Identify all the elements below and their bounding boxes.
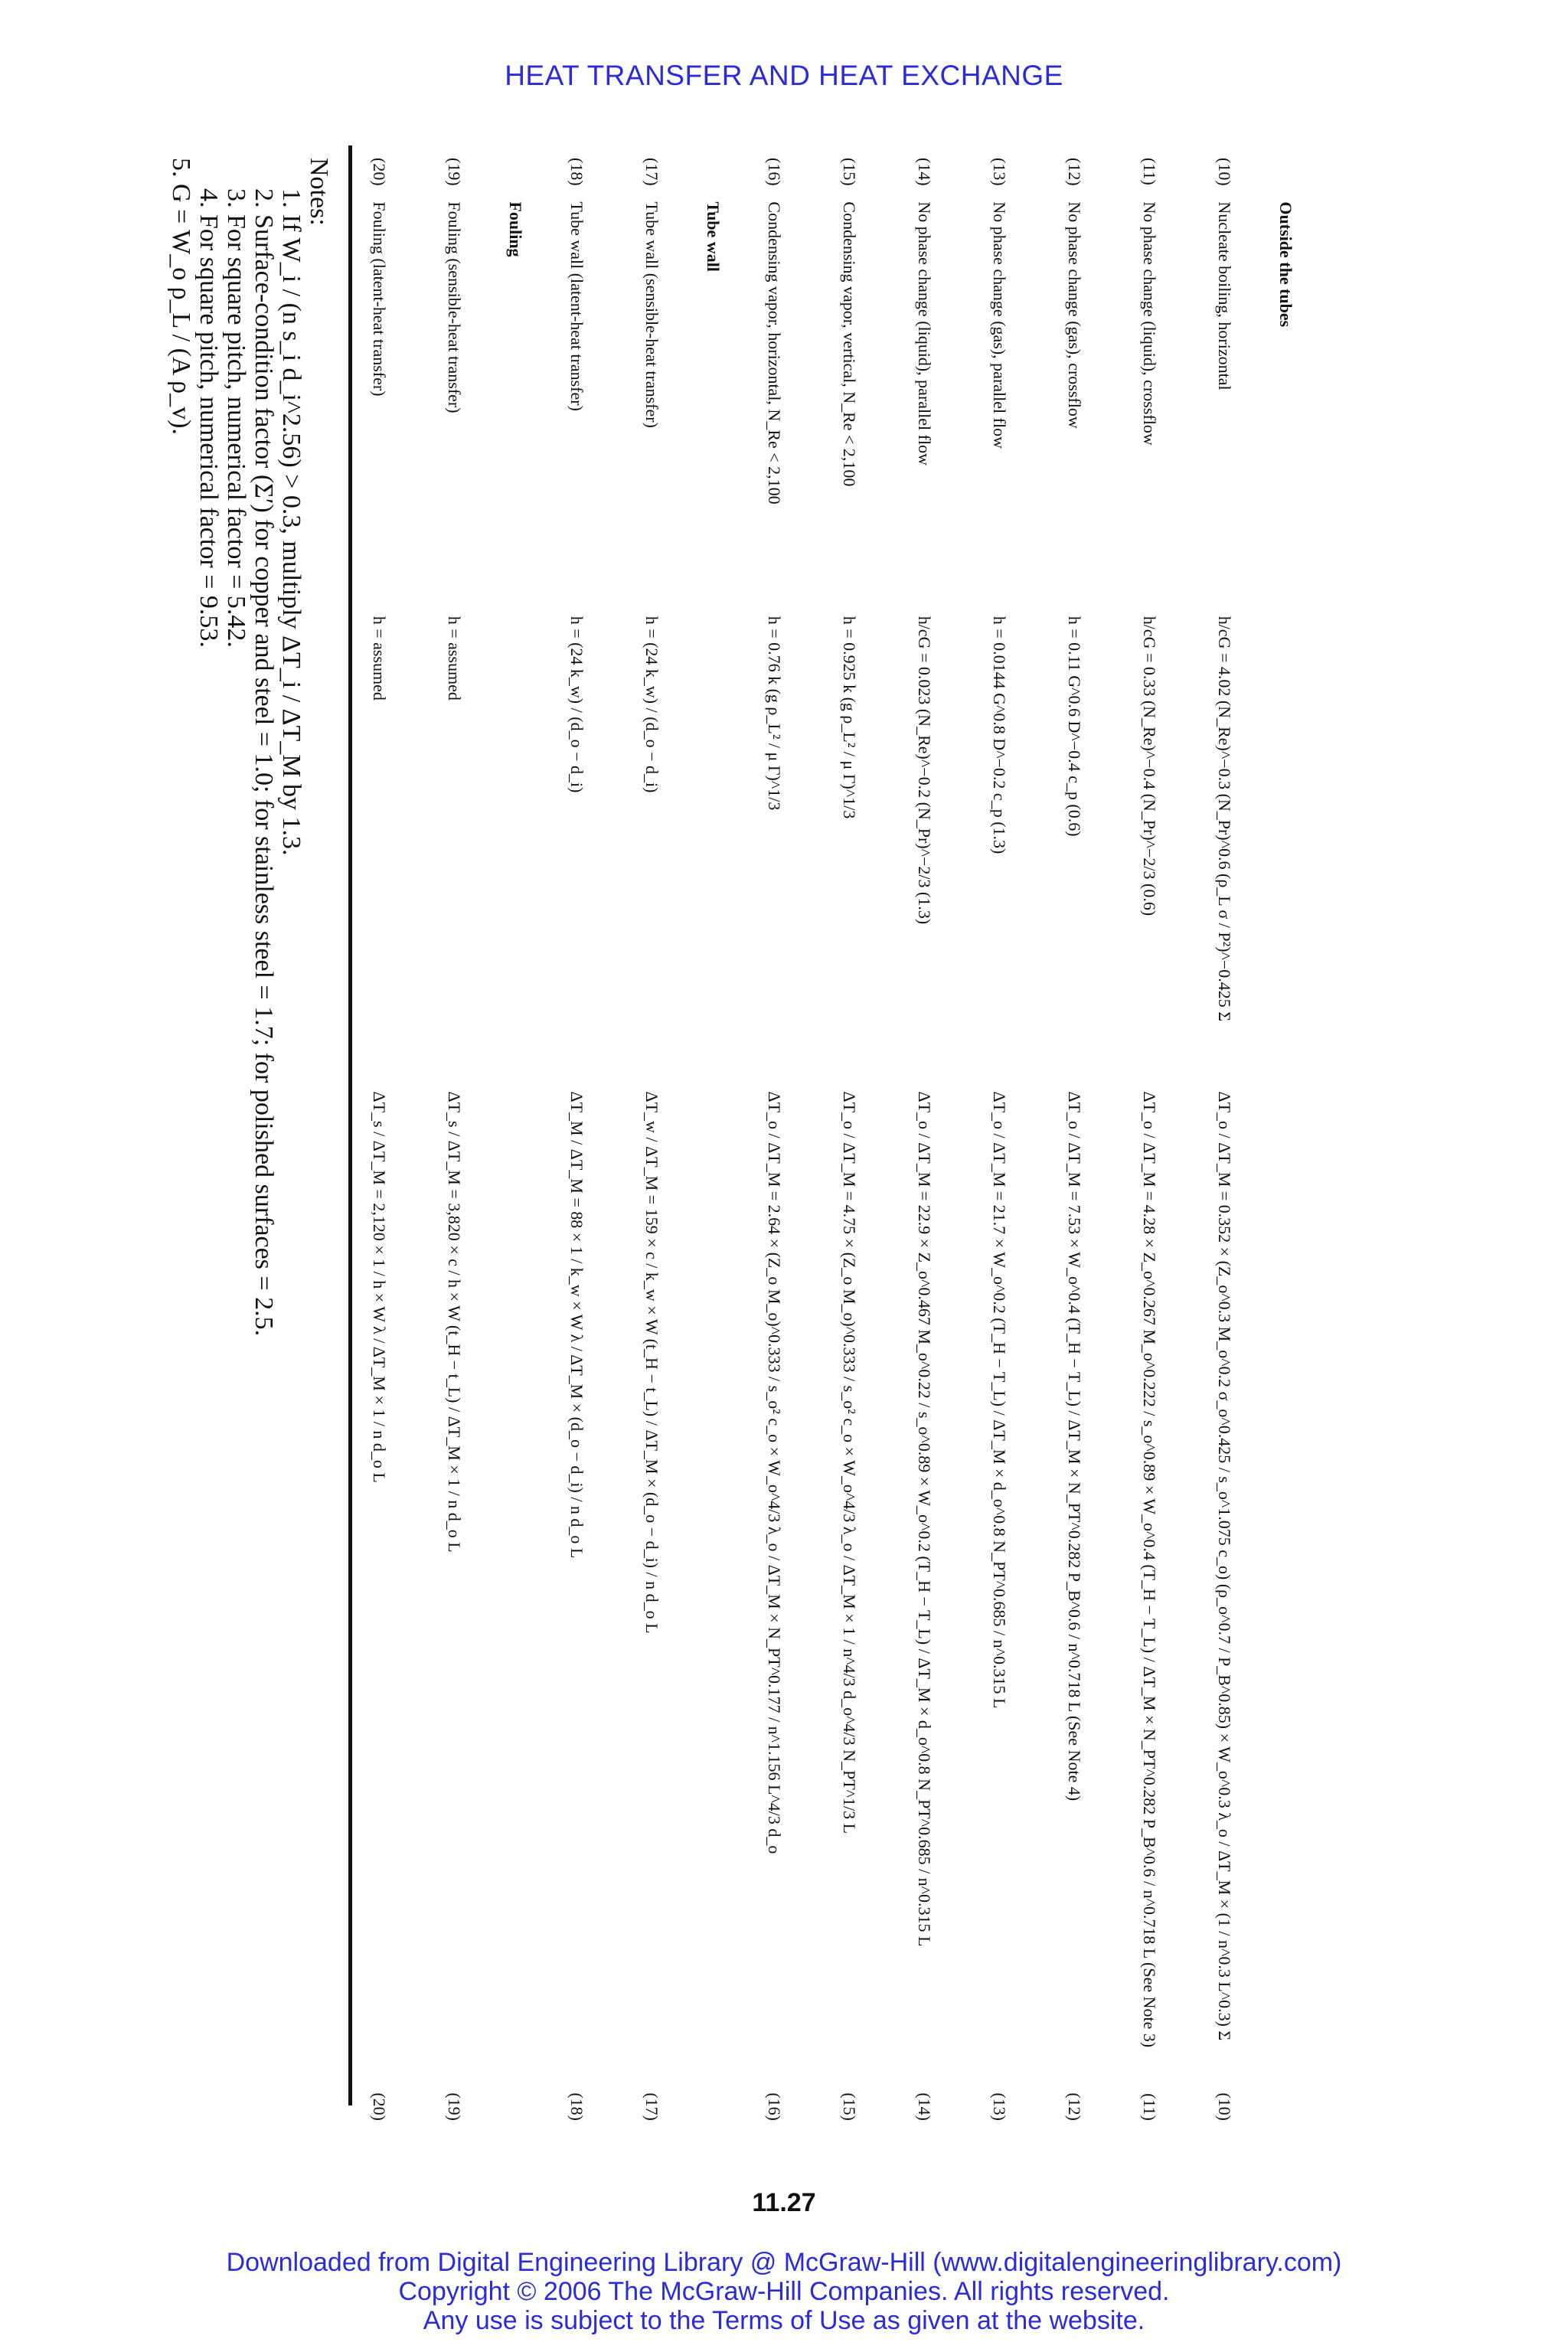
row-equation: ΔT_o / ΔT_M = 21.7 × W_o^0.2 (T_H − T_L) / ΔT_M × d_o^0.8 N_PT^0.685 / n^0.315 L (990, 1091, 1009, 1709)
section-row-wall (689, 145, 737, 2136)
row-correlation: h = 0.76 k (g ρ_L² / μ Γ)^1/3 (765, 616, 784, 811)
row-description: Fouling (latent-heat transfer) (370, 201, 389, 397)
row-description: No phase change (gas), crossflow (1065, 201, 1084, 429)
note-item: 5. G = W_o ρ_L / (A ρ_v). (167, 158, 195, 435)
row-correlation: h = (24 k_w) / (d_o − d_i) (642, 616, 662, 793)
rotated-table-block (167, 145, 1309, 2136)
footer-line-copyright: Copyright © 2006 The McGraw-Hill Companies. All rights reserved. (398, 2277, 1170, 2306)
section-title-fouling: Fouling (506, 201, 525, 257)
row-description: No phase change (liquid), parallel flow (915, 201, 934, 466)
row-equation-number: (15) (840, 2092, 859, 2121)
section-title-wall: Tube wall (704, 201, 723, 272)
row-number: (11) (1140, 158, 1159, 185)
row-description: Condensing vapor, vertical, N_Re < 2,100 (840, 201, 859, 487)
row-equation-number: (13) (990, 2092, 1009, 2121)
row-equation: ΔT_o / ΔT_M = 4.28 × Z_o^0.267 M_o^0.222 / s_o^0.89 × W_o^0.4 (T_H − T_L) / ΔT_M × N_PT^0.282 P_B^0.6 / n^0.718 L (See Note 3) (1140, 1091, 1159, 2048)
row-equation-number: (12) (1065, 2092, 1084, 2121)
row-description: Tube wall (sensible-heat transfer) (642, 201, 662, 428)
row-correlation: h = (24 k_w) / (d_o − d_i) (567, 616, 586, 793)
table-row (812, 145, 887, 2136)
row-number: (19) (445, 158, 464, 186)
equations-table (341, 145, 1309, 2136)
note-item: 4. For square pitch, numerical factor = 9.53. (194, 188, 223, 648)
row-number: (14) (915, 158, 934, 186)
page-number: 11.27 (752, 2188, 816, 2217)
row-correlation: h = 0.925 k (g ρ_L² / μ Γ)^1/3 (840, 616, 859, 819)
section-row-fouling (492, 145, 539, 2136)
row-equation-number: (18) (567, 2092, 586, 2121)
row-equation-number: (17) (642, 2092, 662, 2121)
table-row (416, 145, 492, 2136)
row-number: (17) (642, 158, 662, 186)
footer-line-terms: Any use is subject to the Terms of Use as given at the website. (423, 2306, 1145, 2335)
table-row (1187, 145, 1262, 2136)
row-correlation: h = 0.11 G^0.6 D^−0.4 c_p (0.6) (1065, 616, 1084, 837)
row-equation: ΔT_s / ΔT_M = 2,120 × 1 / h × W λ / ΔT_M × 1 / n d_o L (370, 1091, 389, 1483)
section-row-outside (1262, 145, 1309, 2136)
row-description: Condensing vapor, horizontal, N_Re < 2,100 (765, 201, 784, 505)
row-equation-number: (11) (1140, 2093, 1159, 2121)
table-row (1112, 145, 1187, 2136)
table-row (341, 145, 416, 2136)
row-equation: ΔT_M / ΔT_M = 88 × 1 / k_w × W λ / ΔT_M × (d_o − d_i) / n d_o L (567, 1091, 586, 1559)
table-row (614, 145, 689, 2136)
row-number: (20) (370, 158, 389, 186)
row-number: (18) (567, 158, 586, 186)
row-equation: ΔT_s / ΔT_M = 3,820 × c / h × W (t_H − t_L) / ΔT_M × 1 / n d_o L (445, 1091, 464, 1553)
row-equation-number: (20) (370, 2092, 389, 2121)
note-item: 1. If W_i / (n s_i d_i^2.56) > 0.3, multiply ΔT_i / ΔT_M by 1.3. (277, 188, 305, 856)
table-row (1037, 145, 1112, 2136)
row-description: No phase change (liquid), crossflow (1140, 201, 1159, 446)
row-equation: ΔT_o / ΔT_M = 2.64 × (Z_o M_o)^0.333 / s_o² c_o × W_o^4/3 λ_o / ΔT_M × N_PT^0.177 / n^1.156 L^4/3 d_o (765, 1091, 784, 1854)
section-title-outside: Outside the tubes (1276, 201, 1295, 328)
row-correlation: h/cG = 0.023 (N_Re)^−0.2 (N_Pr)^−2/3 (1.3) (915, 616, 934, 925)
row-correlation: h = assumed (370, 616, 389, 701)
row-equation-number: (14) (915, 2092, 934, 2121)
row-number: (12) (1065, 158, 1084, 186)
row-equation: ΔT_o / ΔT_M = 4.75 × (Z_o M_o)^0.333 / s_o² c_o × W_o^4/3 λ_o / ΔT_M × 1 / n^4/3 d_o^4/3 N_PT^1/3 L (840, 1091, 859, 1834)
row-description: Nucleate boiling, horizontal (1215, 201, 1234, 390)
notes-block (167, 158, 332, 1336)
row-correlation: h = 0.0144 G^0.8 D^−0.2 c_p (1.3) (990, 616, 1009, 854)
running-header: HEAT TRANSFER AND HEAT EXCHANGE (505, 60, 1063, 91)
note-item: 3. For square pitch, numerical factor = 5.42. (222, 188, 250, 648)
row-description: Tube wall (latent-heat transfer) (567, 201, 586, 411)
note-item: 2. Surface-condition factor (Σ′) for copper and steel = 1.0; for stainless steel = 1.7; for polished surfaces = 2.5. (250, 188, 278, 1337)
row-description: Fouling (sensible-heat transfer) (445, 201, 464, 413)
row-correlation: h/cG = 4.02 (N_Re)^−0.3 (N_Pr)^0.6 (ρ_L σ / P²)^−0.425 Σ (1215, 616, 1234, 1022)
row-correlation: h/cG = 0.33 (N_Re)^−0.4 (N_Pr)^−2/3 (0.6) (1140, 616, 1159, 916)
row-description: No phase change (gas), parallel flow (990, 201, 1009, 449)
row-equation: ΔT_o / ΔT_M = 0.352 × (Z_o^0.3 M_o^0.2 σ_o^0.425 / s_o^1.075 c_o) (ρ_o^0.7 / P_B^0.85) × W_o^0.3 λ_o / ΔT_M × (1 / n^0.3 L^0.3) Σ (1215, 1091, 1234, 2041)
table-row (737, 145, 812, 2136)
row-number: (10) (1215, 158, 1234, 186)
download-footer (0, 2248, 1568, 2335)
notes-heading: Notes: (305, 158, 333, 226)
table-row (962, 145, 1037, 2136)
row-number: (16) (765, 158, 784, 186)
row-correlation: h = assumed (445, 616, 464, 701)
table-row (539, 145, 614, 2136)
row-equation: ΔT_o / ΔT_M = 7.53 × W_o^0.4 (T_H − T_L) / ΔT_M × N_PT^0.282 P_B^0.6 / n^0.718 L (See Note 4) (1065, 1091, 1084, 1802)
row-number: (13) (990, 158, 1009, 186)
table-row (887, 145, 962, 2136)
row-equation-number: (16) (765, 2092, 784, 2121)
footer-line-source[interactable]: Downloaded from Digital Engineering Library @ McGraw-Hill (www.digitalengineeringlibrary.com) (226, 2248, 1342, 2277)
table-bottom-rule (348, 145, 352, 2105)
row-equation: ΔT_o / ΔT_M = 22.9 × Z_o^0.467 M_o^0.22 / s_o^0.89 × W_o^0.2 (T_H − T_L) / ΔT_M × d_o^0.8 N_PT^0.685 / n^0.315 L (915, 1091, 934, 1947)
row-equation-number: (19) (445, 2092, 464, 2121)
row-equation: ΔT_w / ΔT_M = 159 × c / k_w × W (t_H − t_L) / ΔT_M × (d_o − d_i) / n d_o L (642, 1091, 662, 1634)
row-equation-number: (10) (1215, 2092, 1234, 2121)
row-number: (15) (840, 158, 859, 186)
